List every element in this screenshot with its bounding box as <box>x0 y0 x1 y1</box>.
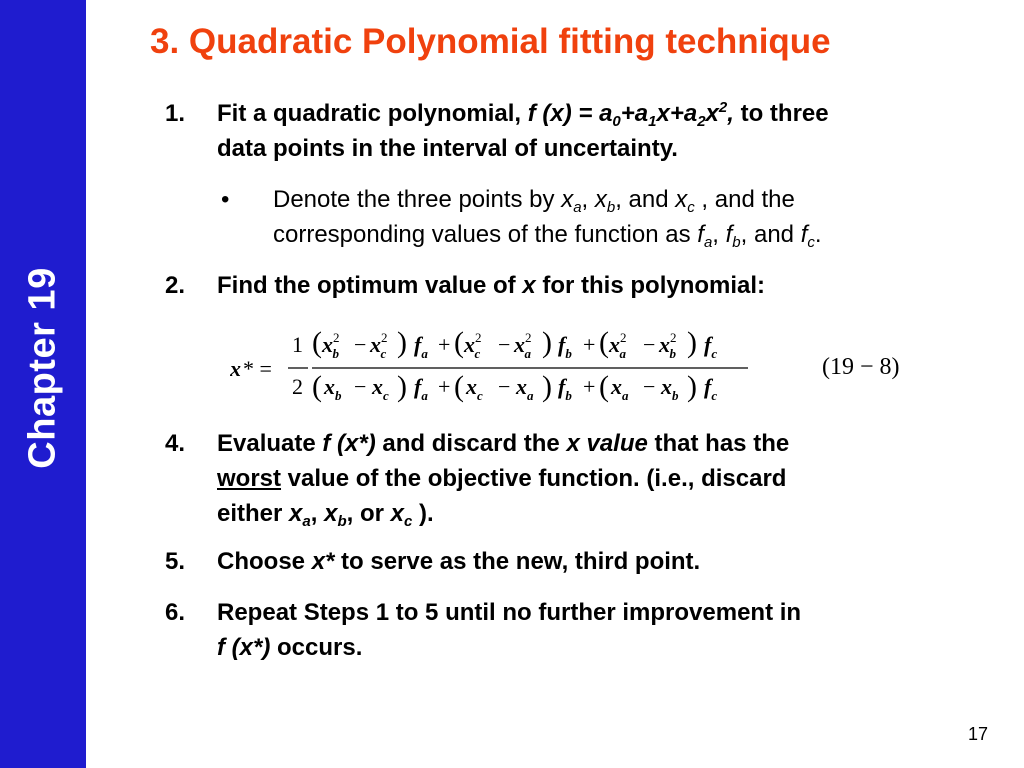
svg-text:−: − <box>498 332 511 357</box>
svg-text:xa: $x_a$ <box>516 374 534 403</box>
text-run: x <box>522 272 536 299</box>
text-run: , and the <box>694 186 795 213</box>
text-run: either <box>217 500 290 527</box>
text-run: f (x*) <box>322 430 376 457</box>
svg-text:fc: $f_c$ <box>704 332 718 361</box>
svg-text:fb: $f_b$ <box>558 332 572 361</box>
step-line: data points in the interval of uncertainty. <box>217 135 678 162</box>
text-run: Fit a quadratic polynomial, <box>217 100 528 127</box>
svg-text:(: ( <box>599 326 609 359</box>
text-run: occurs. <box>270 634 363 661</box>
svg-text:): ) <box>397 326 407 359</box>
step-line <box>217 426 789 461</box>
equation-lhs: x <box>230 356 241 381</box>
text-run: Denote the three points by <box>273 186 562 213</box>
step-text <box>217 426 789 531</box>
equation-19-8 <box>230 310 930 420</box>
step-line: either $x_a$, $x_b$, or $x_c$ ). <box>217 500 434 530</box>
svg-text:xb: $x_b$ <box>324 374 342 403</box>
text-run: for this polynomial: <box>535 272 766 299</box>
text-run: f (x*) <box>217 634 271 661</box>
text-run: corresponding values of the function as <box>273 221 698 248</box>
svg-text:): ) <box>542 370 552 403</box>
svg-text:−: − <box>643 332 656 357</box>
svg-text:): ) <box>687 370 697 403</box>
step-number: 6. <box>165 599 186 626</box>
text-run: worst <box>217 465 282 492</box>
text-run: to three <box>733 100 829 127</box>
step-line <box>217 96 829 131</box>
bullet-line: corresponding values of the function as $f_a$, $f_b$, and $f_c$. <box>273 221 822 251</box>
step-line <box>217 630 801 665</box>
step-line <box>217 544 700 579</box>
svg-text:−: − <box>354 374 367 399</box>
svg-text:xc: $x_c$ <box>372 374 389 403</box>
text-run: Choose <box>217 548 312 575</box>
svg-text:x2a: $x^2$ a <box>609 330 627 361</box>
svg-text:): ) <box>542 326 552 359</box>
svg-text:−: − <box>354 332 367 357</box>
text-run: ). <box>412 500 434 527</box>
text-run: x value <box>566 430 648 457</box>
numerator-coefficient: 1 <box>292 332 303 357</box>
equation-label: (19 − 8) <box>822 354 900 380</box>
step-number: 1. <box>165 100 186 127</box>
svg-text:): ) <box>397 370 407 403</box>
equation-lhs-rest: * = <box>243 356 272 381</box>
svg-text:+: + <box>438 332 451 357</box>
text-run: Evaluate <box>217 430 323 457</box>
chapter-label: Chapter 19 <box>21 267 64 469</box>
step-text <box>217 595 801 665</box>
numerator <box>312 326 717 361</box>
step-text <box>217 268 765 303</box>
svg-text:x2c: $x^2$ c <box>370 330 388 361</box>
step-line <box>217 461 789 496</box>
svg-text:fa: $f_a$ <box>414 332 428 361</box>
svg-text:x2a: $x^2$ a <box>514 330 532 361</box>
text-run: that has the <box>647 430 790 457</box>
svg-text:x2b: $x^2$ b <box>659 330 677 361</box>
svg-text:−: − <box>643 374 656 399</box>
text-run: Find the optimum value of <box>217 272 523 299</box>
bullet-icon: • <box>221 186 230 213</box>
svg-text:xb: $x_b$ <box>661 374 679 403</box>
svg-text:fb: $f_b$ <box>558 374 572 403</box>
text-run: to serve as the new, third point. <box>334 548 701 575</box>
text-run: and discard the <box>375 430 567 457</box>
bullet-line: Denote the three points by $x_a$, $x_b$, and $x_c$ , and the <box>273 186 795 216</box>
svg-text:+: + <box>438 374 451 399</box>
svg-text:+: + <box>583 374 596 399</box>
svg-text:(: ( <box>312 370 322 403</box>
svg-text:x2c: $x^2$ c <box>464 330 482 361</box>
denominator <box>312 370 717 403</box>
svg-text:−: − <box>498 374 511 399</box>
svg-text:): ) <box>687 326 697 359</box>
step-number: 4. <box>165 430 186 457</box>
svg-text:xa: $x_a$ <box>611 374 629 403</box>
text-run: value of the objective function. (i.e., discard <box>281 465 787 492</box>
step-text <box>217 544 700 579</box>
chapter-sidebar <box>0 0 86 768</box>
svg-text:xc: $x_c$ <box>466 374 483 403</box>
svg-text:x2b: $x^2$ b <box>322 330 340 361</box>
step-number: 5. <box>165 548 186 575</box>
svg-text:fc: $f_c$ <box>704 374 718 403</box>
step-text <box>217 96 829 166</box>
step-line <box>217 268 765 303</box>
slide-title: 3. Quadratic Polynomial fitting technique <box>150 22 831 61</box>
text-run: x* <box>311 548 335 575</box>
svg-text:(: ( <box>312 326 322 359</box>
polynomial-formula: f $(x) = a_0+a_1x+a_2x^2$, <box>527 99 734 130</box>
svg-text:fa: $f_a$ <box>414 374 428 403</box>
bullet-text <box>273 182 822 252</box>
svg-text:(: ( <box>454 370 464 403</box>
step-line: Repeat Steps 1 to 5 until no further improvement in <box>217 599 802 626</box>
denominator-coefficient: 2 <box>292 374 303 399</box>
svg-text:(: ( <box>454 326 464 359</box>
svg-text:(: ( <box>599 370 609 403</box>
svg-text:+: + <box>583 332 596 357</box>
page-number: 17 <box>967 724 988 744</box>
step-number: 2. <box>165 272 186 299</box>
